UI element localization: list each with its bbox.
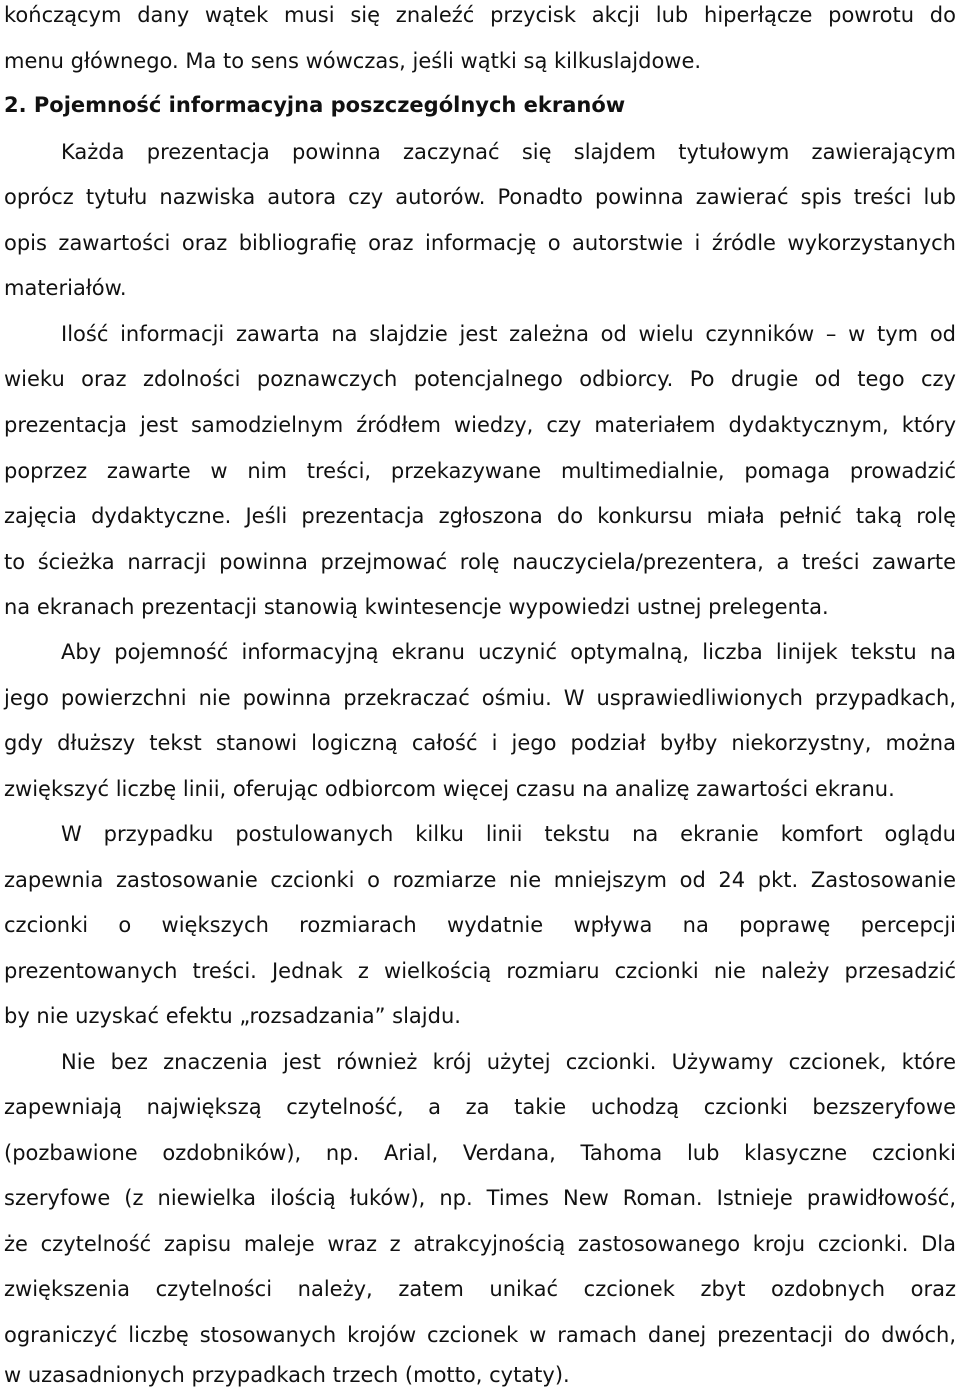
- paragraph-line: czcionki o większych rozmiarach wydatnie wpływa na poprawę percepcji: [4, 913, 956, 937]
- paragraph-line: prezentacja jest samodzielnym źródłem wiedzy, czy materiałem dydaktycznym, który: [4, 413, 956, 437]
- paragraph-line: zajęcia dydaktyczne. Jeśli prezentacja zgłoszona do konkursu miała pełnić taką rolę: [4, 504, 956, 528]
- paragraph-line: (pozbawione ozdobników), np. Arial, Verdana, Tahoma lub klasyczne czcionki: [4, 1141, 956, 1165]
- paragraph-line: menu głównego. Ma to sens wówczas, jeśli wątki są kilkuslajdowe.: [4, 49, 702, 73]
- paragraph-line: zwiększenia czytelności należy, zatem unikać czcionek zbyt ozdobnych oraz: [4, 1277, 956, 1301]
- paragraph-line: gdy dłuższy tekst stanowi logiczną całość i jego podział byłby niekorzystny, można: [4, 731, 956, 755]
- paragraph-line: Aby pojemność informacyjną ekranu uczynić optymalną, liczba linijek tekstu na: [61, 640, 956, 664]
- paragraph-line: w uzasadnionych przypadkach trzech (motto, cytaty).: [4, 1363, 570, 1387]
- paragraph-line: opis zawartości oraz bibliografię oraz informację o autorstwie i źródle wykorzystanych: [4, 231, 956, 255]
- paragraph-line: że czytelność zapisu maleje wraz z atrakcyjnością zastosowanego kroju czcionki. Dla: [4, 1232, 956, 1256]
- paragraph-line: ograniczyć liczbę stosowanych krojów czcionek w ramach danej prezentacji do dwóch,: [4, 1323, 956, 1347]
- section-heading: 2. Pojemność informacyjna poszczególnych ekranów: [4, 93, 626, 117]
- paragraph-line: to ścieżka narracji powinna przejmować rolę nauczyciela/prezentera, a treści zawarte: [4, 550, 956, 574]
- paragraph-line: kończącym dany wątek musi się znaleźć przycisk akcji lub hiperłącze powrotu do: [4, 3, 956, 27]
- paragraph-line: zapewniają największą czytelność, a za takie uchodzą czcionki bezszeryfowe: [4, 1095, 956, 1119]
- paragraph-line: zwiększyć liczbę linii, oferując odbiorcom więcej czasu na analizę zawartości ekranu.: [4, 777, 895, 801]
- paragraph-line: na ekranach prezentacji stanowią kwintesencje wypowiedzi ustnej prelegenta.: [4, 595, 829, 619]
- paragraph-line: szeryfowe (z niewielka ilością łuków), np. Times New Roman. Istnieje prawidłowość,: [4, 1186, 956, 1210]
- paragraph-line: Ilość informacji zawarta na slajdzie jest zależna od wielu czynników – w tym od: [61, 322, 956, 346]
- paragraph-line: W przypadku postulowanych kilku linii tekstu na ekranie komfort oglądu: [61, 822, 956, 846]
- paragraph-line: jego powierzchni nie powinna przekraczać ośmiu. W usprawiedliwionych przypadkach,: [4, 686, 956, 710]
- paragraph-line: prezentowanych treści. Jednak z wielkością rozmiaru czcionki nie należy przesadzić: [4, 959, 956, 983]
- paragraph-line: Nie bez znaczenia jest również krój użytej czcionki. Używamy czcionek, które: [61, 1050, 956, 1074]
- paragraph-line: poprzez zawarte w nim treści, przekazywane multimedialnie, pomaga prowadzić: [4, 459, 956, 483]
- paragraph-line: zapewnia zastosowanie czcionki o rozmiarze nie mniejszym od 24 pkt. Zastosowanie: [4, 868, 956, 892]
- paragraph-line: oprócz tytułu nazwiska autora czy autorów. Ponadto powinna zawierać spis treści lub: [4, 185, 956, 209]
- paragraph-line: materiałów.: [4, 276, 127, 300]
- paragraph-line: by nie uzyskać efektu „rozsadzania” slajdu.: [4, 1004, 461, 1028]
- paragraph-line: wieku oraz zdolności poznawczych potencjalnego odbiorcy. Po drugie od tego czy: [4, 367, 956, 391]
- paragraph-line: Każda prezentacja powinna zaczynać się slajdem tytułowym zawierającym: [61, 140, 956, 164]
